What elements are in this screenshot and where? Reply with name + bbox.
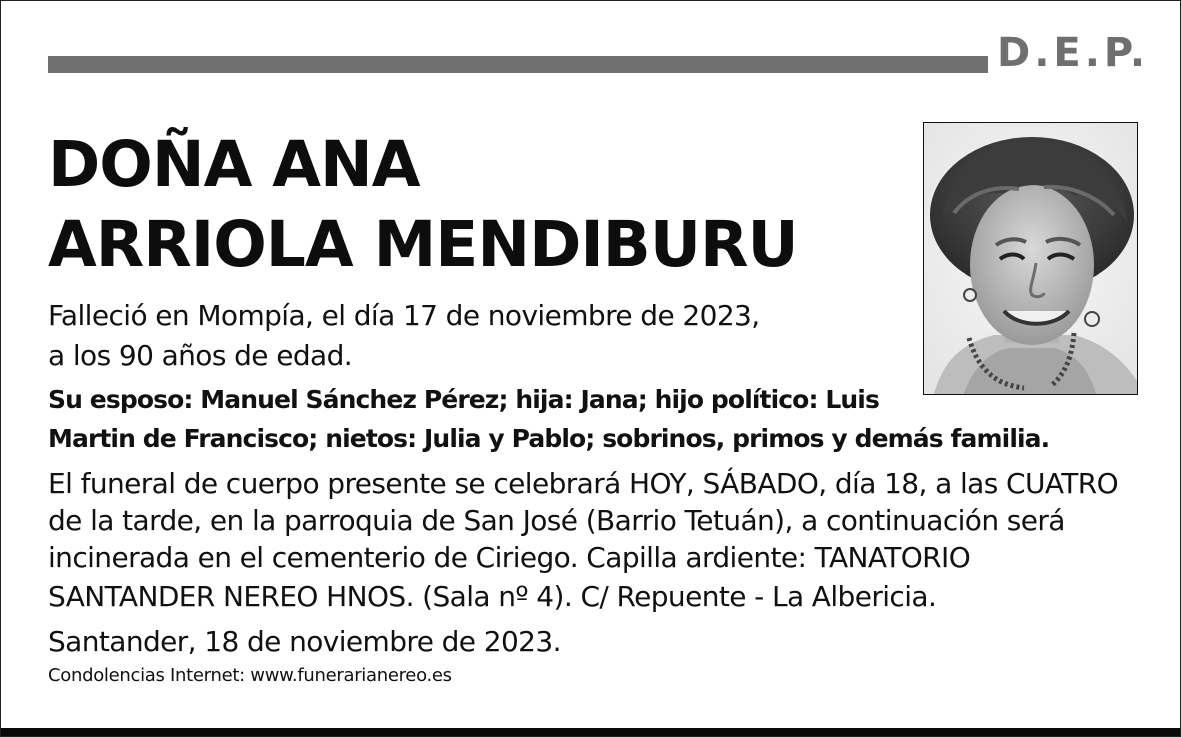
dep-label: D.E.P. (997, 30, 1150, 76)
family-line-2: Martin de Francisco; nietos: Julia y Pablo; sobrinos, primos y demás familia. (48, 424, 1050, 453)
condolences-line: Condolencias Internet: www.funerarianereo.es (48, 665, 452, 686)
place-date: Santander, 18 de noviembre de 2023. (48, 625, 561, 658)
deceased-name-line-2: ARRIOLA MENDIBURU (48, 208, 798, 281)
deceased-portrait (923, 122, 1138, 395)
funeral-line-1: El funeral de cuerpo presente se celebrará HOY, SÁBADO, día 18, a las CUATRO (48, 467, 1119, 500)
family-line-1: Su esposo: Manuel Sánchez Pérez; hija: Jana; hijo político: Luis (48, 385, 879, 414)
funeral-line-2: de la tarde, en la parroquia de San José (Barrio Tetuán), a continuación será (48, 504, 1065, 537)
header-rule (48, 56, 988, 73)
funeral-line-4: SANTANDER NEREO HNOS. (Sala nº 4). C/ Repuente - La Albericia. (48, 580, 937, 613)
portrait-image (924, 123, 1137, 394)
footer-rule (1, 728, 1181, 737)
funeral-line-3: incinerada en el cementerio de Ciriego. Capilla ardiente: TANATORIO (48, 541, 971, 574)
deceased-name-line-1: DOÑA ANA (48, 128, 420, 201)
death-line-2: a los 90 años de edad. (48, 339, 353, 372)
death-line-1: Falleció en Mompía, el día 17 de noviembre de 2023, (48, 299, 760, 332)
